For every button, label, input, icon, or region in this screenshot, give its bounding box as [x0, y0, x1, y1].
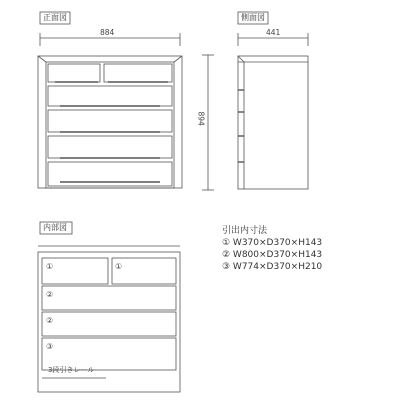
interior-drawer-number-3: ③: [46, 342, 54, 351]
spec-title: 引出内寸法: [222, 226, 268, 236]
interior-drawer-3: [42, 312, 176, 336]
rail-note: 3段引きレール: [48, 366, 95, 374]
front-view-inner: [46, 62, 174, 188]
spec-line-3: ③ W774×D370×H210: [222, 262, 323, 272]
front-drawer-top-left: [48, 64, 100, 82]
spec-line-2: ② W800×D370×H143: [222, 250, 323, 260]
interior-drawer-number-2b: ②: [46, 316, 54, 325]
side-view-label: 側面図: [241, 13, 265, 22]
interior-view-label: 内部図: [43, 223, 67, 232]
front-drawer-2: [48, 86, 172, 106]
interior-drawer-2: [42, 286, 176, 310]
front-width-dimension: 884: [100, 28, 115, 37]
spec-line-1: ① W370×D370×H143: [222, 238, 323, 248]
side-depth-dimension: 441: [266, 28, 281, 37]
side-view-outline: [238, 56, 308, 189]
front-drawer-top-right: [104, 64, 172, 82]
front-view-outline: [38, 56, 182, 188]
front-view-label: 正面図: [43, 13, 67, 22]
interior-drawer-number-1a: ①: [46, 262, 54, 271]
interior-drawer-number-2a: ②: [46, 290, 54, 299]
height-dimension: 894: [196, 111, 206, 126]
front-drawer-3: [48, 110, 172, 132]
interior-drawer-number-1b: ①: [115, 262, 123, 271]
front-drawer-4: [48, 136, 172, 158]
